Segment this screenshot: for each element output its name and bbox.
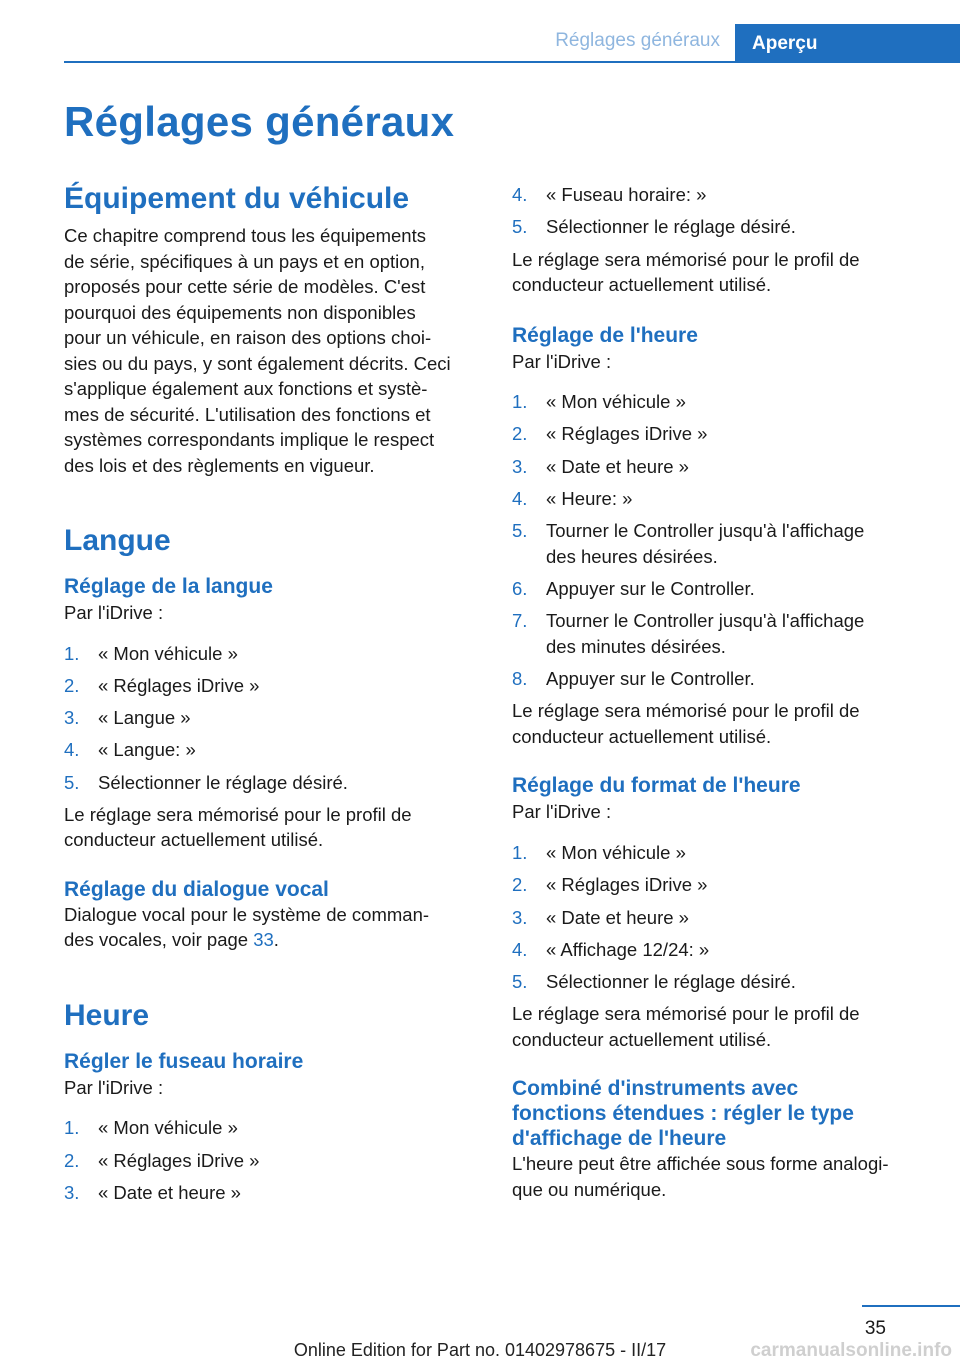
list-item: [64, 641, 482, 667]
list-item: [512, 608, 926, 659]
format-steps-list: [512, 840, 926, 995]
right-column: [512, 182, 926, 1202]
step-number: 8.: [512, 668, 528, 690]
step-text: Sélectionner le réglage désiré.: [546, 216, 796, 238]
step-number: 7.: [512, 610, 528, 632]
list-item: [64, 737, 482, 763]
text-line: Dialogue vocal pour le système de comman-: [64, 903, 430, 925]
step-text: « Heure: »: [546, 487, 633, 509]
fuseau-steps-list-cont: [512, 182, 926, 240]
step-text: « Langue »: [98, 707, 191, 729]
text-line: Ce chapitre comprend tous les équipements: [64, 225, 426, 246]
list-item: [512, 214, 926, 240]
step-text: « Affichage 12/24: »: [546, 938, 710, 960]
step-number: 1.: [64, 1117, 80, 1139]
step-number: 6.: [512, 578, 528, 600]
heure-heading: Heure: [64, 998, 150, 1032]
heading-line: fonctions étendues : régler le type: [512, 1102, 854, 1126]
text-line: systèmes correspondants implique le respect: [64, 429, 435, 450]
fuseau-heading: Régler le fuseau horaire: [64, 1049, 304, 1073]
par-idrive-label: Par l'iDrive :: [512, 801, 612, 823]
edition-line: Online Edition for Part no. 01402978675 - II/17: [293, 1340, 667, 1360]
step-number: 3.: [64, 707, 80, 729]
step-number: 2.: [512, 874, 528, 896]
reglage-heure-heading: Réglage de l'heure: [512, 323, 698, 347]
list-item: [512, 905, 926, 931]
step-number: 4.: [512, 184, 528, 205]
text-fragment: .: [273, 929, 279, 951]
combine-heading: [512, 1076, 926, 1151]
format-heure-heading: Réglage du format de l'heure: [512, 774, 801, 798]
text-line: proposés pour cette série de modèles. C'est: [64, 276, 426, 297]
step-text: « Réglages iDrive »: [98, 674, 260, 696]
header-section-title: Réglages généraux: [555, 30, 720, 51]
step-text: « Mon véhicule »: [546, 841, 686, 863]
fuseau-steps-list: [64, 1115, 482, 1205]
reglage-langue-heading: Réglage de la langue: [64, 575, 273, 598]
step-number: 3.: [512, 906, 528, 928]
step-number: 3.: [64, 1182, 80, 1204]
par-idrive-label: Par l'iDrive :: [64, 1076, 164, 1098]
step-number: 3.: [512, 455, 528, 477]
dialogue-paragraph: [64, 902, 482, 953]
step-text: « Fuseau horaire: »: [546, 184, 707, 205]
list-item: [64, 1180, 482, 1206]
text-line: conducteur actuellement utilisé.: [512, 725, 772, 747]
list-item: [64, 770, 482, 796]
list-item: [512, 840, 926, 866]
step-text: « Mon véhicule »: [98, 1117, 238, 1139]
text-line: mes de sécurité. L'utilisation des fonctions et: [64, 403, 431, 425]
par-idrive-label: Par l'iDrive :: [512, 350, 612, 372]
step-number: 2.: [64, 674, 80, 696]
text-line: L'heure peut être affichée sous forme analogi-: [512, 1153, 889, 1175]
step-number: 4.: [512, 487, 528, 509]
step-text: « Date et heure »: [98, 1182, 241, 1204]
list-item: [512, 969, 926, 995]
list-item: [512, 421, 926, 447]
text-line: pourquoi des équipements non disponibles: [64, 301, 416, 323]
text-line: pour un véhicule, en raison des options choi-: [64, 327, 432, 348]
step-number: 1.: [512, 391, 528, 413]
langue-heading: Langue: [64, 524, 171, 557]
heure-steps-list: [512, 389, 926, 692]
memo-paragraph: [64, 802, 482, 853]
page-ref-link[interactable]: 33: [253, 929, 274, 951]
text-line: Le réglage sera mémorisé pour le profil de: [512, 700, 860, 722]
text-line: Le réglage sera mémorisé pour le profil de: [512, 1003, 860, 1025]
list-item: [512, 872, 926, 898]
text-line: sies ou du pays, y sont également décrits. Ceci: [64, 352, 451, 374]
text-line: s'applique également aux fonctions et systè-: [64, 378, 428, 399]
page-title: Réglages généraux: [64, 98, 455, 145]
step-text: Tourner le Controller jusqu'à l'affichage: [546, 610, 865, 632]
text-line: Le réglage sera mémorisé pour le profil de: [512, 248, 860, 270]
list-item: [512, 182, 926, 208]
list-item: [512, 576, 926, 602]
langue-steps-list: [64, 641, 482, 796]
list-item: [512, 454, 926, 480]
text-line: conducteur actuellement utilisé.: [512, 274, 772, 296]
step-number: 4.: [512, 938, 528, 960]
dialogue-vocal-heading: Réglage du dialogue vocal: [64, 877, 329, 901]
equipment-heading: Équipement du véhicule: [64, 182, 410, 215]
step-text: « Date et heure »: [546, 455, 689, 477]
text-line: que ou numérique.: [512, 1178, 667, 1200]
step-text: Sélectionner le réglage désiré.: [546, 971, 796, 993]
step-number: 5.: [512, 216, 528, 238]
step-text: Sélectionner le réglage désiré.: [98, 771, 348, 793]
step-number: 2.: [64, 1149, 80, 1171]
text-line: [64, 927, 482, 953]
list-item: [64, 1115, 482, 1141]
equipment-paragraph: [64, 223, 482, 478]
heading-line: Combiné d'instruments avec: [512, 1077, 799, 1101]
step-number: 1.: [64, 642, 80, 664]
text-fragment: des vocales, voir page: [64, 929, 254, 951]
step-text: « Mon véhicule »: [98, 642, 238, 664]
step-text: « Réglages iDrive »: [98, 1149, 260, 1171]
memo-paragraph: [512, 1001, 926, 1052]
list-item: [512, 518, 926, 569]
step-text: « Date et heure »: [546, 906, 689, 928]
par-idrive-label: Par l'iDrive :: [64, 602, 164, 623]
header-tab-apercu: Aperçu: [735, 24, 960, 63]
step-number: 5.: [512, 971, 528, 993]
list-item: [512, 937, 926, 963]
step-text: « Langue: »: [98, 739, 196, 761]
text-line: conducteur actuellement utilisé.: [64, 829, 324, 851]
step-number: 2.: [512, 423, 528, 445]
list-item: [64, 1148, 482, 1174]
step-number: 1.: [512, 841, 528, 863]
list-item: [64, 673, 482, 699]
memo-paragraph: [512, 247, 926, 298]
watermark: carmanualsonline.info: [750, 1340, 952, 1361]
step-text: Appuyer sur le Controller.: [546, 668, 755, 690]
step-number: 4.: [64, 739, 80, 761]
text-line: Le réglage sera mémorisé pour le profil de: [64, 803, 412, 825]
step-text: des minutes désirées.: [546, 635, 726, 657]
page-number: 35: [864, 1318, 886, 1339]
step-text: « Mon véhicule »: [546, 391, 686, 413]
text-line: de série, spécifiques à un pays et en option,: [64, 250, 425, 272]
memo-paragraph: [512, 698, 926, 749]
step-number: 5.: [512, 520, 528, 542]
heading-line: d'affichage de l'heure: [512, 1127, 727, 1151]
footer-rule: [862, 1305, 960, 1307]
list-item: [512, 389, 926, 415]
list-item: [512, 666, 926, 692]
step-text: « Réglages iDrive »: [546, 874, 708, 896]
combine-paragraph: [512, 1151, 926, 1202]
left-column: [64, 182, 482, 1212]
text-line: des lois et des règlements en vigueur.: [64, 454, 375, 476]
step-number: 5.: [64, 771, 80, 793]
header-rule: [64, 61, 960, 63]
list-item: [64, 705, 482, 731]
list-item: [512, 486, 926, 512]
step-text: des heures désirées.: [546, 545, 718, 567]
step-text: Tourner le Controller jusqu'à l'affichage: [546, 520, 865, 542]
step-text: Appuyer sur le Controller.: [546, 578, 755, 600]
step-text: « Réglages iDrive »: [546, 423, 708, 445]
text-line: conducteur actuellement utilisé.: [512, 1028, 772, 1050]
